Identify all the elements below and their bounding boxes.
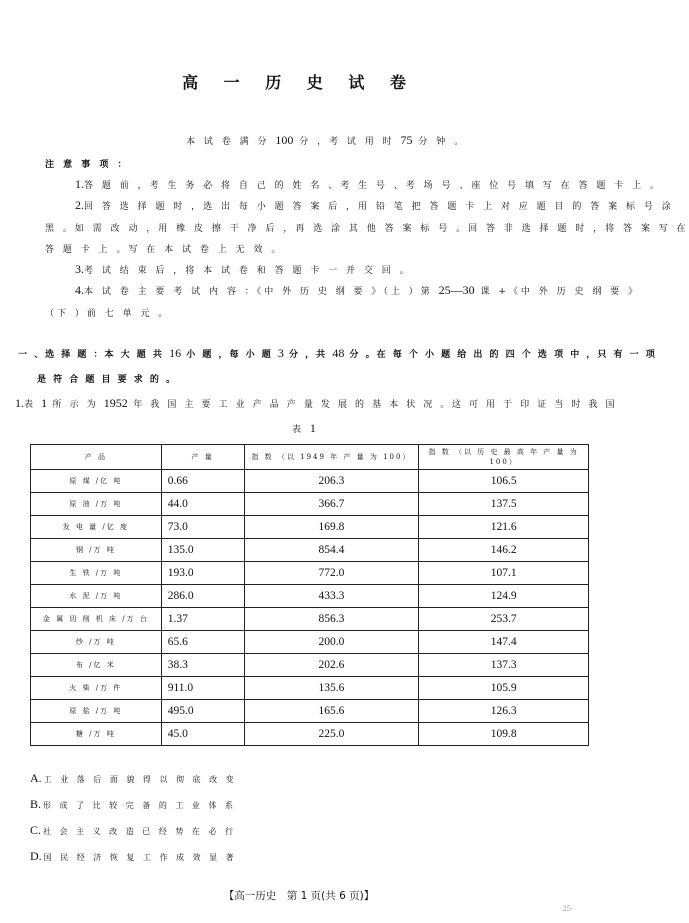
table-row xyxy=(31,723,589,746)
notice-item-2-line-3: 答 题 卡 上 。写 在 本 试 卷 上 无 效 。 xyxy=(45,245,284,255)
section-heading: 一 、选 择 题 ：本 大 题 共 16 小 题 ，每 小 题 3 分 ，共 48 分 。在 每 个 小 题 给 出 的 四 个 选 项 中 ，只 有 一 项 xyxy=(18,346,657,360)
notice-heading: 注 意 事 项 ： xyxy=(45,160,130,170)
option-a: A. 工 业 落 后 面 貌 得 以 彻 底 改 变 xyxy=(30,771,237,785)
cell-index-historic: 106.5 xyxy=(419,470,589,493)
cell-product: 糖 /万 吨 xyxy=(31,723,162,746)
cell-output: 0.66 xyxy=(161,470,244,493)
cell-output: 911.0 xyxy=(161,677,244,700)
exam-info: 本 试 卷 满 分 100 分 ，考 试 用 时 75 分 钟 。 xyxy=(186,133,467,147)
production-table xyxy=(30,444,589,746)
table-row xyxy=(31,608,589,631)
cell-index-historic: 107.1 xyxy=(419,562,589,585)
cell-index-1949: 772.0 xyxy=(244,562,419,585)
cell-output: 1.37 xyxy=(161,608,244,631)
notice-item-2-line-2: 黑 。如 需 改 动 ，用 橡 皮 擦 干 净 后 ，再 选 涂 其 他 答 案 标 号 。回 答 非 选 择 题 时 ，将 答 案 写 在 xyxy=(45,224,689,234)
cell-product: 原 煤 /亿 吨 xyxy=(31,470,162,493)
cell-index-1949: 366.7 xyxy=(244,493,419,516)
cell-index-historic: 105.9 xyxy=(419,677,589,700)
cell-product: 原 盐 /万 吨 xyxy=(31,700,162,723)
notice-item-2: 2.回 答 选 择 题 时 ，选 出 每 小 题 答 案 后 ，用 铅 笔 把 答 题 卡 上 对 应 题 目 的 答 案 标 号 涂 xyxy=(75,198,674,212)
option-d: D. 国 民 经 济 恢 复 工 作 成 效 显 著 xyxy=(30,849,237,863)
cell-output: 45.0 xyxy=(161,723,244,746)
notice-item-1: 1.答 题 前 ，考 生 务 必 将 自 己 的 姓 名 、考 生 号 、考 场 号 、座 位 号 填 写 在 答 题 卡 上 。 xyxy=(75,177,662,191)
notice-item-4: 4.本 试 卷 主 要 考 试 内 容 ：《中 外 历 史 纲 要 》（上 ）第 25—30 课 +《中 外 历 史 纲 要 》 xyxy=(75,283,641,297)
cell-product: 金 属 切 削 机 床 /万 台 xyxy=(31,608,162,631)
cell-index-historic: 109.8 xyxy=(419,723,589,746)
header-index-historic: 指 数 （以 历 史 最 高 年 产 量 为 100） xyxy=(419,445,589,470)
table-row xyxy=(31,677,589,700)
table-row xyxy=(31,700,589,723)
table-caption: 表 1 xyxy=(292,421,316,435)
cell-index-historic: 253.7 xyxy=(419,608,589,631)
cell-product: 钢 /万 吨 xyxy=(31,539,162,562)
notice-item-3: 3.考 试 结 束 后 ，将 本 试 卷 和 答 题 卡 一 并 交 回 。 xyxy=(75,262,412,276)
table-row xyxy=(31,493,589,516)
cell-output: 44.0 xyxy=(161,493,244,516)
table-row xyxy=(31,631,589,654)
table-row xyxy=(31,539,589,562)
table-row xyxy=(31,654,589,677)
cell-index-1949: 200.0 xyxy=(244,631,419,654)
section-heading-line-2: 是 符 合 题 目 要 求 的 。 xyxy=(37,375,178,385)
table-row xyxy=(31,562,589,585)
cell-product: 火 柴 /万 件 xyxy=(31,677,162,700)
cell-output: 286.0 xyxy=(161,585,244,608)
table-row xyxy=(31,470,589,493)
table-row xyxy=(31,585,589,608)
header-index-1949: 指 数 （以 1949 年 产 量 为 100） xyxy=(244,445,419,470)
cell-output: 73.0 xyxy=(161,516,244,539)
cell-output: 65.6 xyxy=(161,631,244,654)
cell-index-1949: 165.6 xyxy=(244,700,419,723)
cell-index-1949: 225.0 xyxy=(244,723,419,746)
table-row xyxy=(31,516,589,539)
cell-index-historic: 137.5 xyxy=(419,493,589,516)
cell-output: 193.0 xyxy=(161,562,244,585)
cell-index-historic: 137.3 xyxy=(419,654,589,677)
cell-index-1949: 169.8 xyxy=(244,516,419,539)
cell-product: 原 油 /万 吨 xyxy=(31,493,162,516)
cell-index-1949: 854.4 xyxy=(244,539,419,562)
cell-index-1949: 856.3 xyxy=(244,608,419,631)
cell-product: 布 /亿 米 xyxy=(31,654,162,677)
page-title: 高 一 历 史 试 卷 xyxy=(182,73,416,92)
cell-product: 发 电 量 /亿 度 xyxy=(31,516,162,539)
cell-output: 495.0 xyxy=(161,700,244,723)
cell-index-historic: 146.2 xyxy=(419,539,589,562)
cell-output: 135.0 xyxy=(161,539,244,562)
option-c: C. 社 会 主 义 改 造 已 经 势 在 必 行 xyxy=(30,823,236,837)
cell-index-1949: 135.6 xyxy=(244,677,419,700)
question-1-stem: 1.表 1 所 示 为 1952 年 我 国 主 要 工 业 产 品 产 量 发 展 的 基 本 状 况 。这 可 用 于 印 证 当 时 我 国 xyxy=(15,396,618,410)
cell-product: 纱 /万 吨 xyxy=(31,631,162,654)
cell-product: 生 铁 /万 吨 xyxy=(31,562,162,585)
cell-output: 38.3 xyxy=(161,654,244,677)
option-b: B. 形 成 了 比 较 完 备 的 工 业 体 系 xyxy=(30,797,236,811)
notice-item-4-line-2: （下 ）前 七 单 元 。 xyxy=(45,309,171,319)
cell-index-historic: 147.4 xyxy=(419,631,589,654)
page-footer: 【高一历史 第 1 页(共 6 页)】 xyxy=(223,890,375,902)
header-output: 产 量 xyxy=(161,445,244,470)
cell-index-1949: 202.6 xyxy=(244,654,419,677)
cell-index-historic: 126.3 xyxy=(419,700,589,723)
cell-index-historic: 124.9 xyxy=(419,585,589,608)
cell-index-1949: 433.3 xyxy=(244,585,419,608)
table-header-row xyxy=(31,445,589,470)
header-product: 产 品 xyxy=(31,445,162,470)
corner-mark: ·25- xyxy=(560,905,574,913)
cell-index-historic: 121.6 xyxy=(419,516,589,539)
cell-product: 水 泥 /万 吨 xyxy=(31,585,162,608)
cell-index-1949: 206.3 xyxy=(244,470,419,493)
